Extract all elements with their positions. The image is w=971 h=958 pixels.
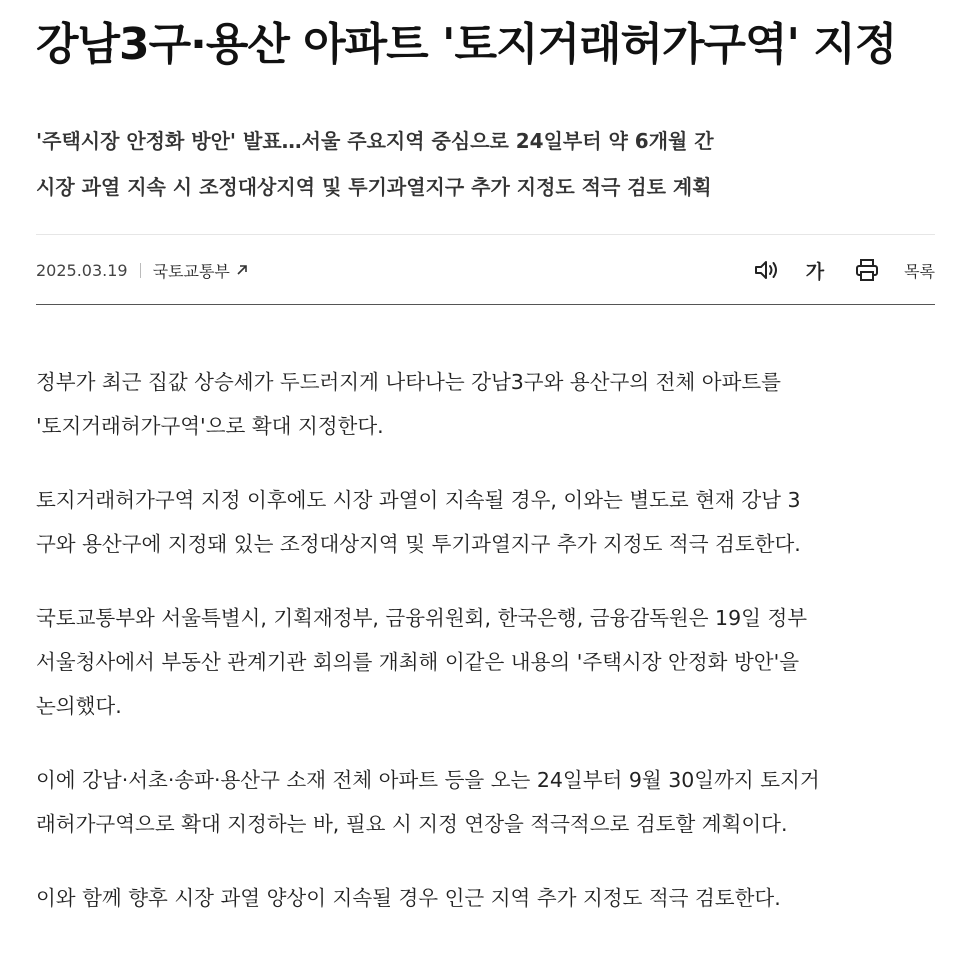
external-link-icon xyxy=(236,264,248,276)
paragraph-line: 논의했다. xyxy=(36,694,122,718)
paragraph-line: 토지거래허가구역 지정 이후에도 시장 과열이 지속될 경우, 이와는 별도로 현재 강남 3 xyxy=(36,488,801,512)
paragraph-line: 이와 함께 향후 시장 과열 양상이 지속될 경우 인근 지역 추가 지정도 적극 검토한다. xyxy=(36,886,781,910)
paragraph-line: 정부가 최근 집값 상승세가 두드러지게 나타나는 강남3구와 용산구의 전체 아파트를 xyxy=(36,370,781,394)
paragraph-line: 구와 용산구에 지정돼 있는 조정대상지역 및 투기과열지구 추가 지정도 적극 검토한다. xyxy=(36,532,801,556)
print-icon[interactable] xyxy=(854,258,880,282)
source-label: 국토교통부 xyxy=(152,261,230,281)
paragraph xyxy=(36,596,936,728)
article-tools xyxy=(754,254,935,286)
paragraph xyxy=(36,758,936,846)
paragraph-line: 서울청사에서 부동산 관계기관 회의를 개최해 이같은 내용의 '주택시장 안정화 방안'을 xyxy=(36,650,800,674)
article-body xyxy=(36,360,936,950)
meta-separator xyxy=(140,263,141,278)
paragraph-line: 이에 강남·서초·송파·용산구 소재 전체 아파트 등을 오는 24일부터 9월 30일까지 토지거 xyxy=(36,768,820,792)
paragraph xyxy=(36,360,936,448)
paragraph xyxy=(36,876,936,920)
publish-date: 2025.03.19 xyxy=(36,260,128,280)
subtitle-line: 시장 과열 지속 시 조정대상지역 및 투기과열지구 추가 지정도 적극 검토 계획 xyxy=(36,175,712,199)
speaker-icon[interactable] xyxy=(754,258,780,282)
article-meta xyxy=(36,256,248,284)
paragraph xyxy=(36,478,936,566)
paragraph-line: '토지거래허가구역'으로 확대 지정한다. xyxy=(36,414,384,438)
font-size-button[interactable]: 가 xyxy=(805,260,825,283)
article-subtitle xyxy=(36,118,916,210)
list-button[interactable]: 목록 xyxy=(904,261,935,281)
subtitle-line: '주택시장 안정화 방안' 발표…서울 주요지역 중심으로 24일부터 약 6개월 간 xyxy=(36,129,714,153)
paragraph-line: 국토교통부와 서울특별시, 기획재정부, 금융위원회, 한국은행, 금융감독원은 19일 정부 xyxy=(36,606,808,630)
article-headline: 강남3구·용산 아파트 '토지거래허가구역' 지정 xyxy=(36,19,897,70)
source-link[interactable] xyxy=(153,259,248,282)
divider xyxy=(36,234,935,235)
divider xyxy=(36,304,935,305)
paragraph-line: 래허가구역으로 확대 지정하는 바, 필요 시 지정 연장을 적극적으로 검토할 계획이다. xyxy=(36,812,788,836)
